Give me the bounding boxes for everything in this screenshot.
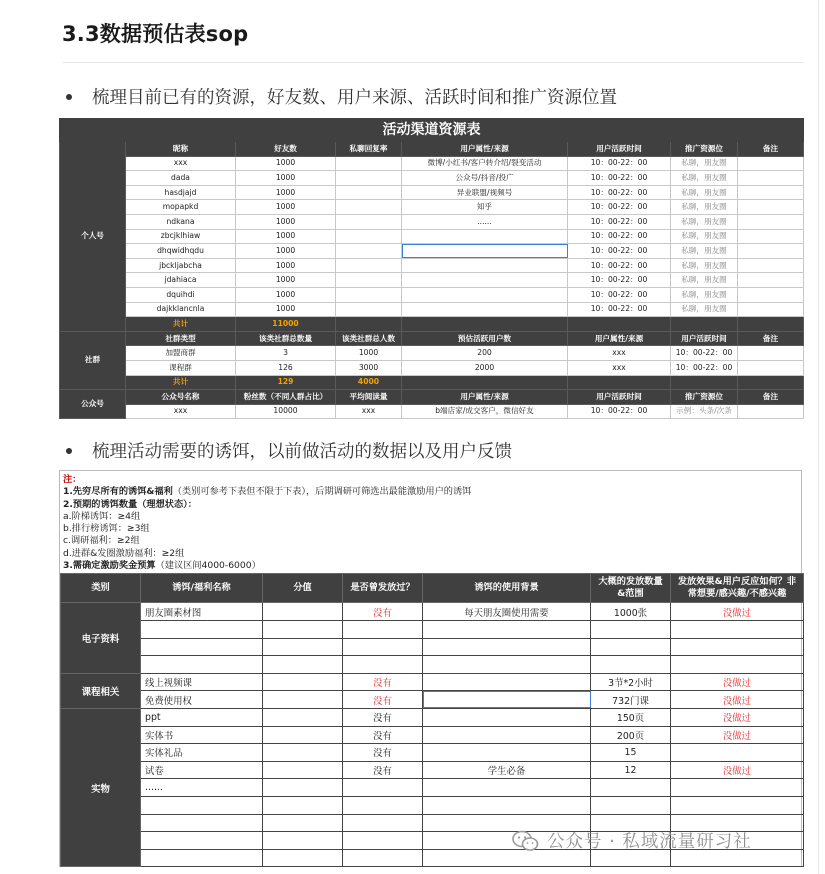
column-header: 预估活跃用户数 [402, 331, 568, 346]
table-cell[interactable] [263, 779, 343, 797]
table-cell[interactable]: 没有 [343, 673, 423, 691]
table-cell[interactable]: 1000 [336, 346, 402, 361]
table-cell[interactable]: 试卷 [141, 761, 263, 779]
table-cell[interactable] [343, 814, 423, 832]
column-header: 好友数 [236, 142, 336, 157]
bullet-dot-icon [66, 94, 72, 100]
table-cell[interactable] [738, 273, 804, 288]
table-cell[interactable]: 线上视频课 [141, 673, 263, 691]
column-header: 昵称 [126, 142, 236, 157]
table-cell[interactable]: 10：00-22：00 [568, 185, 671, 200]
table-cell[interactable] [671, 317, 738, 332]
table-cell[interactable]: 1000 [236, 229, 336, 244]
table-cell[interactable] [568, 317, 671, 332]
table-cell[interactable] [336, 273, 402, 288]
table-cell[interactable]: 1000 [236, 258, 336, 273]
table-cell[interactable]: xxx [336, 404, 402, 419]
table-cell[interactable]: 3 [236, 346, 336, 361]
category-cell: 电子资料 [61, 603, 141, 673]
table-cell[interactable] [423, 620, 591, 638]
table-cell[interactable] [738, 287, 804, 302]
table-row [60, 346, 804, 361]
table-cell[interactable]: 免费使用权 [141, 691, 263, 709]
column-header: 该类社群总人数 [336, 331, 402, 346]
note-line: （建议区间4000-6000） [155, 560, 261, 572]
column-header: 粉丝数（不同人群占比） [236, 390, 336, 405]
table-cell[interactable]: 私聊，朋友圈 [671, 214, 738, 229]
table-cell[interactable]: 私聊，朋友圈 [671, 200, 738, 215]
table-cell[interactable]: mopapkd [126, 200, 236, 215]
table-cell[interactable] [263, 761, 343, 779]
table-cell[interactable] [738, 244, 804, 259]
table-cell[interactable] [738, 185, 804, 200]
table-row [61, 620, 804, 638]
table-cell[interactable]: 10：00-22：00 [568, 404, 671, 419]
table-cell[interactable] [343, 779, 423, 797]
table-cell[interactable]: xxx [126, 404, 236, 419]
table-cell[interactable] [263, 603, 343, 621]
table-cell[interactable] [336, 258, 402, 273]
table-title: 活动渠道资源表 [60, 119, 804, 142]
table-cell[interactable] [423, 744, 591, 762]
table-cell[interactable] [263, 796, 343, 814]
table-row [61, 744, 804, 762]
table-cell[interactable] [423, 691, 591, 709]
table-cell[interactable] [402, 258, 568, 273]
wechat-icon [512, 830, 539, 852]
table-cell[interactable] [671, 638, 804, 656]
table-cell[interactable]: 3000 [336, 360, 402, 375]
column-header: 分值 [263, 574, 343, 603]
notes-title: 注： [63, 474, 82, 485]
table-cell[interactable]: 课程群 [126, 360, 236, 375]
watermark-text: 公众号 · 私域流量研习社 [547, 832, 752, 852]
table-cell[interactable] [671, 656, 804, 674]
table-cell[interactable]: 私聊，朋友圈 [671, 229, 738, 244]
table-row [60, 302, 804, 317]
note-line: （类别可参考下表但不限于下表），后期调研可筛选出最能激励用户的诱饵 [172, 486, 472, 498]
table-cell[interactable]: 没做过 [671, 761, 804, 779]
column-header: 平均阅读量 [336, 390, 402, 405]
table-row [61, 708, 804, 726]
table-cell[interactable] [263, 638, 343, 656]
category-cell-community: 社群 [60, 331, 126, 389]
table-cell[interactable] [402, 273, 568, 288]
header-row [60, 331, 804, 346]
table-cell[interactable]: ...... [402, 214, 568, 229]
total-label: 共计 [126, 375, 236, 390]
table-cell[interactable] [671, 620, 804, 638]
table-cell[interactable] [336, 185, 402, 200]
table-cell[interactable] [263, 849, 343, 867]
table-cell[interactable]: 2000 [402, 360, 568, 375]
note-line: 3.需确定激励奖金预算 [63, 560, 156, 572]
table-cell[interactable] [141, 814, 263, 832]
column-header: 用户属性/来源 [402, 390, 568, 405]
table-cell[interactable]: 10000 [236, 404, 336, 419]
table-cell[interactable] [738, 317, 804, 332]
table-cell[interactable]: dquihdi [126, 287, 236, 302]
table-cell[interactable]: 没做过 [671, 708, 804, 726]
category-cell-official: 公众号 [60, 390, 126, 419]
table-cell[interactable] [423, 638, 591, 656]
table-cell[interactable]: 12 [591, 761, 671, 779]
table-cell[interactable]: 私聊，朋友圈 [671, 302, 738, 317]
section-heading: 3.3数据预估表sop [62, 22, 249, 46]
table-row [61, 761, 804, 779]
column-header: 备注 [738, 142, 804, 157]
column-header: 用户活跃时间 [671, 331, 738, 346]
table-cell[interactable]: xxx [568, 346, 671, 361]
table-row [60, 258, 804, 273]
table-cell[interactable]: 732门课 [591, 691, 671, 709]
header-row [60, 142, 804, 157]
table-cell[interactable] [263, 691, 343, 709]
table-cell[interactable]: 没有 [343, 761, 423, 779]
note-line: c.调研福利：≥2组 [63, 535, 140, 547]
table-cell[interactable]: b端店家/成交客户，微信好友 [402, 404, 568, 419]
table-cell[interactable]: 实体礼品 [141, 744, 263, 762]
table-cell[interactable] [343, 832, 423, 850]
table-cell[interactable] [402, 302, 568, 317]
table-cell[interactable] [402, 244, 568, 259]
channel-resource-table [59, 118, 804, 419]
table-row [60, 229, 804, 244]
table-row [60, 171, 804, 186]
total-people: 4000 [336, 375, 402, 390]
table-cell[interactable] [336, 317, 402, 332]
table-cell[interactable] [263, 620, 343, 638]
table-row [60, 273, 804, 288]
table-cell[interactable]: jbckljabcha [126, 258, 236, 273]
table-cell[interactable]: 没做过 [671, 673, 804, 691]
column-header: 诱饵/福利名称 [141, 574, 263, 603]
table-cell[interactable]: 10：00-22：00 [671, 360, 738, 375]
table-cell[interactable] [336, 302, 402, 317]
table-cell[interactable]: 1000张 [591, 603, 671, 621]
category-cell: 课程相关 [61, 673, 141, 708]
table-cell[interactable]: 10：00-22：00 [568, 214, 671, 229]
heading-rule [62, 62, 804, 63]
table-cell[interactable] [568, 375, 671, 390]
table-cell[interactable]: 学生必备 [423, 761, 591, 779]
header-row [60, 390, 804, 405]
note-line: 2.预期的诱饵数量（理想状态）： [63, 498, 197, 510]
table-cell[interactable]: 1000 [236, 214, 336, 229]
table-cell[interactable] [423, 673, 591, 691]
column-header: 社群类型 [126, 331, 236, 346]
table-cell[interactable] [336, 214, 402, 229]
table-cell[interactable]: 没有 [343, 744, 423, 762]
table-cell[interactable]: 200 [402, 346, 568, 361]
table-cell[interactable] [738, 258, 804, 273]
column-header: 用户活跃时间 [568, 142, 671, 157]
table-cell[interactable] [263, 832, 343, 850]
column-header: 大概的发放数量&范围 [591, 574, 671, 603]
table-cell[interactable]: 没有 [343, 726, 423, 744]
table-cell[interactable]: dajkklancnla [126, 302, 236, 317]
table-cell[interactable]: 1000 [236, 200, 336, 215]
total-value: 11000 [236, 317, 336, 332]
column-header: 发放效果&用户反应如何？非常想要/感兴趣/不感兴趣 [671, 574, 804, 603]
bullet-dot-icon [66, 448, 72, 454]
total-groups: 129 [236, 375, 336, 390]
table-cell[interactable]: 私聊，朋友圈 [671, 156, 738, 171]
watermark [512, 828, 752, 853]
table-cell[interactable] [402, 287, 568, 302]
table-cell[interactable]: xxx [126, 156, 236, 171]
table-cell[interactable]: 10：00-22：00 [568, 302, 671, 317]
table-cell[interactable]: xxx [568, 360, 671, 375]
table-row [60, 360, 804, 375]
table-cell[interactable] [738, 302, 804, 317]
table-cell[interactable]: 没做过 [671, 603, 804, 621]
table-cell[interactable] [423, 796, 591, 814]
table-cell[interactable] [423, 656, 591, 674]
table-cell[interactable]: 每天朋友圈使用需要 [423, 603, 591, 621]
table-cell[interactable]: 私聊，朋友圈 [671, 171, 738, 186]
table-cell[interactable] [141, 849, 263, 867]
table-cell[interactable] [263, 814, 343, 832]
bullet-text: 梳理目前已有的资源，好友数、用户来源、活跃时间和推广资源位置 [92, 88, 617, 108]
category-cell: 实物 [61, 708, 141, 866]
table-row [61, 796, 804, 814]
table-cell[interactable] [263, 726, 343, 744]
table-cell[interactable]: 微博/小红书/客户转介绍/裂变活动 [402, 156, 568, 171]
column-header: 类别 [61, 574, 141, 603]
table-cell[interactable] [591, 620, 671, 638]
table-cell[interactable]: 10：00-22：00 [568, 171, 671, 186]
table-cell[interactable]: 实体书 [141, 726, 263, 744]
table-cell[interactable]: 1000 [236, 185, 336, 200]
table-cell[interactable] [141, 656, 263, 674]
table-cell[interactable] [343, 638, 423, 656]
note-line: b.排行榜诱饵：≥3组 [63, 523, 150, 535]
table-cell[interactable] [141, 832, 263, 850]
table-cell[interactable] [591, 656, 671, 674]
table-cell[interactable] [591, 796, 671, 814]
table-cell[interactable] [402, 317, 568, 332]
table-cell[interactable] [343, 620, 423, 638]
table-cell[interactable] [591, 638, 671, 656]
table-cell[interactable]: 150页 [591, 708, 671, 726]
column-header: 诱饵的使用背景 [423, 574, 591, 603]
note-line: a.阶梯诱饵：≥4组 [63, 510, 141, 522]
table-cell[interactable]: 异业联盟/视频号 [402, 185, 568, 200]
table-cell[interactable]: ...... [141, 779, 263, 797]
table-cell[interactable]: 示例：头条/次条 [671, 404, 738, 419]
table-cell[interactable]: 没有 [343, 691, 423, 709]
table-row [60, 200, 804, 215]
table-row [61, 691, 804, 709]
table-cell[interactable] [402, 375, 568, 390]
table-row [61, 726, 804, 744]
table-cell[interactable] [263, 656, 343, 674]
table-cell[interactable]: 10：00-22：00 [568, 200, 671, 215]
table-cell[interactable]: 没有 [343, 708, 423, 726]
table-cell[interactable] [343, 849, 423, 867]
table-cell[interactable] [423, 726, 591, 744]
table-cell[interactable]: 私聊，朋友圈 [671, 258, 738, 273]
table-row [60, 214, 804, 229]
table-cell[interactable]: 没有 [343, 603, 423, 621]
table-cell[interactable]: 1000 [236, 171, 336, 186]
column-header: 用户属性/来源 [568, 331, 671, 346]
table-cell[interactable]: 加盟商群 [126, 346, 236, 361]
table-row [61, 638, 804, 656]
table-cell[interactable] [263, 744, 343, 762]
table-cell[interactable]: 1000 [236, 273, 336, 288]
table-cell[interactable] [738, 360, 804, 375]
table-cell[interactable] [402, 229, 568, 244]
table-cell[interactable] [738, 229, 804, 244]
table-row [61, 656, 804, 674]
table-cell[interactable] [738, 156, 804, 171]
table-cell[interactable] [336, 200, 402, 215]
table-cell[interactable] [738, 171, 804, 186]
table-cell[interactable] [263, 673, 343, 691]
table-cell[interactable]: zbcjklhiaw [126, 229, 236, 244]
total-row [60, 317, 804, 332]
table-cell[interactable]: 10：00-22：00 [568, 244, 671, 259]
table-cell[interactable]: dada [126, 171, 236, 186]
table-cell[interactable]: ndkana [126, 214, 236, 229]
table-cell[interactable]: 没做过 [671, 691, 804, 709]
table-cell[interactable]: 10：00-22：00 [568, 258, 671, 273]
bait-table [60, 573, 804, 867]
column-header: 私聊回复率 [336, 142, 402, 157]
column-header: 用户活跃时间 [568, 390, 671, 405]
table-cell[interactable] [141, 638, 263, 656]
table-cell[interactable] [336, 156, 402, 171]
note-line: d.进群&发圈激励福利：≥2组 [63, 547, 185, 559]
note-line: 1.先穷尽所有的诱饵&福利 [63, 486, 173, 498]
table-cell[interactable] [336, 229, 402, 244]
bullet-item-resources [62, 84, 617, 109]
table-title-row [60, 119, 804, 142]
table-cell[interactable]: 3节*2小时 [591, 673, 671, 691]
table-cell[interactable]: hasdjajd [126, 185, 236, 200]
bait-estimate-sheet [59, 470, 802, 867]
table-cell[interactable] [738, 375, 804, 390]
table-cell[interactable]: 知乎 [402, 200, 568, 215]
table-cell[interactable] [591, 779, 671, 797]
table-cell[interactable]: 10：00-22：00 [568, 229, 671, 244]
table-row [60, 287, 804, 302]
table-cell[interactable]: 10：00-22：00 [568, 156, 671, 171]
table-cell[interactable] [263, 708, 343, 726]
table-cell[interactable]: 没做过 [671, 726, 804, 744]
table-cell[interactable]: ppt [141, 708, 263, 726]
table-cell[interactable] [336, 171, 402, 186]
table-cell[interactable] [343, 656, 423, 674]
sheet-notes [60, 471, 801, 573]
table-cell[interactable]: 私聊，朋友圈 [671, 244, 738, 259]
total-row [60, 375, 804, 390]
column-header: 用户属性/来源 [402, 142, 568, 157]
column-header: 是否曾发放过？ [343, 574, 423, 603]
column-header: 推广资源位 [671, 142, 738, 157]
table-cell[interactable] [343, 796, 423, 814]
table-cell[interactable]: 10：00-22：00 [671, 346, 738, 361]
column-header: 推广资源位 [671, 390, 738, 405]
table-cell[interactable] [336, 244, 402, 259]
table-cell[interactable] [671, 779, 804, 797]
table-cell[interactable] [671, 375, 738, 390]
table-cell[interactable]: 200页 [591, 726, 671, 744]
table-cell[interactable]: 私聊，朋友圈 [671, 185, 738, 200]
header-row [61, 574, 804, 603]
table-row [60, 185, 804, 200]
table-cell[interactable] [738, 200, 804, 215]
table-cell[interactable]: 10：00-22：00 [568, 287, 671, 302]
table-cell[interactable] [336, 287, 402, 302]
table-row [60, 404, 804, 419]
table-row [61, 603, 804, 621]
column-header: 该类社群总数量 [236, 331, 336, 346]
bullet-text: 梳理活动需要的诱饵，以前做活动的数据以及用户反馈 [92, 442, 512, 462]
table-cell[interactable] [738, 214, 804, 229]
table-cell[interactable]: 1000 [236, 287, 336, 302]
column-header: 备注 [738, 331, 804, 346]
bullet-item-bait [62, 438, 512, 463]
table-cell[interactable]: 公众号/抖音/投广 [402, 171, 568, 186]
page-divider [818, 0, 819, 874]
table-cell[interactable] [671, 744, 804, 762]
column-header: 备注 [738, 390, 804, 405]
table-cell[interactable]: 1000 [236, 156, 336, 171]
column-header: 公众号名称 [126, 390, 236, 405]
table-cell[interactable]: 126 [236, 360, 336, 375]
table-cell[interactable] [423, 708, 591, 726]
total-label: 共计 [126, 317, 236, 332]
table-row [60, 156, 804, 171]
table-cell[interactable] [141, 620, 263, 638]
table-cell[interactable]: 10：00-22：00 [568, 273, 671, 288]
table-row [61, 779, 804, 797]
table-cell[interactable]: dhqwidhqdu [126, 244, 236, 259]
table-cell[interactable] [423, 779, 591, 797]
table-cell[interactable]: jdahiaca [126, 273, 236, 288]
table-cell[interactable]: 私聊，朋友圈 [671, 287, 738, 302]
table-cell[interactable] [738, 404, 804, 419]
table-row [61, 673, 804, 691]
table-cell[interactable] [671, 796, 804, 814]
table-cell[interactable] [141, 796, 263, 814]
table-cell[interactable] [738, 346, 804, 361]
table-cell[interactable]: 1000 [236, 244, 336, 259]
table-cell[interactable]: 1000 [236, 302, 336, 317]
table-cell[interactable]: 15 [591, 744, 671, 762]
table-cell[interactable]: 私聊，朋友圈 [671, 273, 738, 288]
table-row [60, 244, 804, 259]
table-cell[interactable]: 朋友圈素材图 [141, 603, 263, 621]
category-cell-personal: 个人号 [60, 142, 126, 332]
